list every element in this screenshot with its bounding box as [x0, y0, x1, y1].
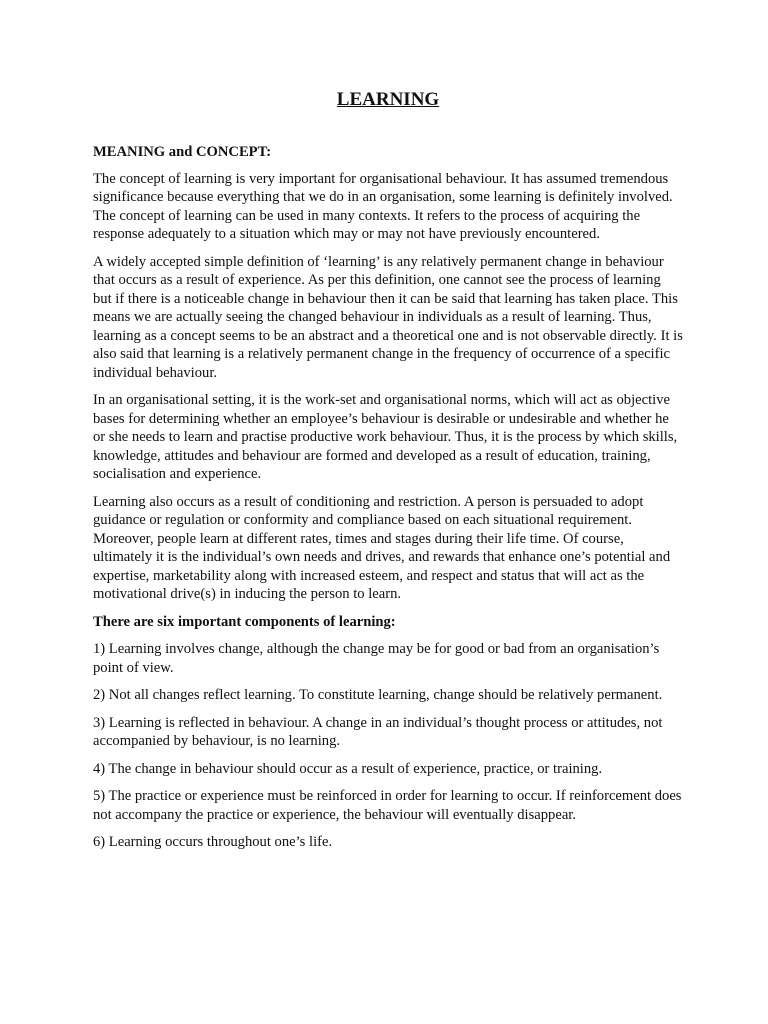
- component-item-3: 3) Learning is reflected in behaviour. A change in an individual’s thought process or attitudes, not accompanied by behaviour, is no learning.: [93, 714, 663, 749]
- document-page: [93, 88, 683, 861]
- section-heading: MEANING and CONCEPT:: [93, 144, 272, 160]
- paragraph-3: In an organisational setting, it is the work-set and organisational norms, which will act as objective bases for determining whether an employee’s behaviour is desirable or undesirable and whether he or she needs to learn and practise productive work behaviour. Thus, it is the process by which skills, knowledge, attitudes and behaviour are formed and developed as a result of education, training, socialisation and experience.: [93, 392, 678, 482]
- component-item-1: 1) Learning involves change, although the change may be for good or bad from an organisation’s point of view.: [93, 641, 660, 676]
- component-item-5: 5) The practice or experience must be reinforced in order for learning to occur. If reinforcement does not accompany the practice or experience, the behaviour will eventually disappear.: [93, 788, 682, 823]
- component-item-6: 6) Learning occurs throughout one’s life.: [93, 834, 333, 850]
- paragraph-1: The concept of learning is very important for organisational behaviour. It has assumed tremendous significance because everything that we do in an organisation, some learning is definitely involved. The concept of learning can be used in many contexts. It refers to the process of acquiring the response adequately to a situation which may or may not have previously encountered.: [93, 170, 673, 242]
- paragraph-2: A widely accepted simple definition of ‘learning’ is any relatively permanent change in behaviour that occurs as a result of experience. As per this definition, one cannot see the process of learning but if there is a noticeable change in behaviour then it can be said that learning has taken place. This means we are actually seeing the changed behaviour in individuals as a result of learning. Thus, learning as a concept seems to be an abstract and a theoretical one and is not observable directly. It is also said that learning is a relatively permanent change in the frequency of occurrence of a specific individual behaviour.: [93, 253, 683, 381]
- components-heading: There are six important components of learning:: [93, 613, 396, 630]
- document-title: LEARNING: [336, 89, 440, 110]
- component-item-2: 2) Not all changes reflect learning. To constitute learning, change should be relatively permanent.: [93, 687, 663, 703]
- component-item-4: 4) The change in behaviour should occur as a result of experience, practice, or training.: [93, 760, 603, 777]
- paragraph-4: Learning also occurs as a result of conditioning and restriction. A person is persuaded to adopt guidance or regulation or conformity and compliance based on each situational requirement. Moreover, people learn at different rates, times and stages during their life time. Of course, ultimately it is the individual’s own needs and drives, and rewards that enhance one’s potential and expertise, marketability along with increased esteem, and respect and status that will act as the motivational drive(s) in inducing the person to learn.: [93, 493, 671, 602]
